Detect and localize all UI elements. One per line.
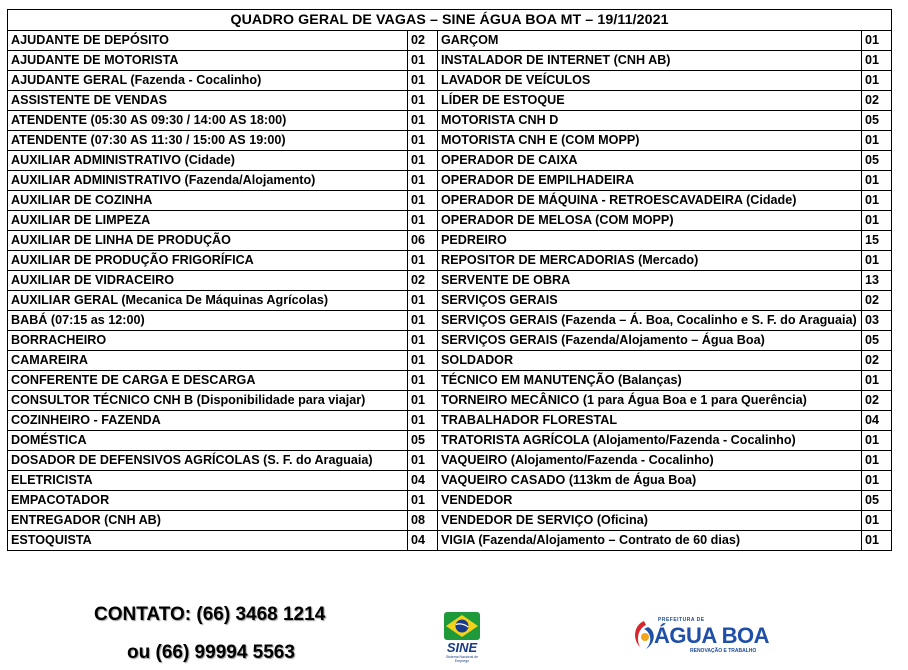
right-job-note: (COM MOPP)	[561, 133, 640, 147]
left-job-cell	[8, 411, 408, 431]
right-job-cell	[438, 331, 862, 351]
left-job-note: (Mecanica De Máquinas Agrícolas)	[121, 293, 329, 307]
right-job-quantity: 01	[862, 471, 892, 491]
right-job-quantity: 13	[862, 271, 892, 291]
table-row	[8, 311, 892, 331]
left-job-title: CONFERENTE DE CARGA E DESCARGA	[11, 373, 256, 387]
right-job-quantity: 05	[862, 111, 892, 131]
left-job-title: BORRACHEIRO	[11, 333, 107, 347]
right-job-title: VENDEDOR DE SERVIÇO	[441, 513, 594, 527]
left-job-quantity: 02	[408, 271, 438, 291]
right-job-title: INSTALADOR DE INTERNET	[441, 53, 611, 67]
left-job-quantity: 01	[408, 171, 438, 191]
right-job-cell	[438, 391, 862, 411]
right-job-quantity: 01	[862, 31, 892, 51]
left-job-cell	[8, 371, 408, 391]
left-job-quantity: 01	[408, 451, 438, 471]
left-job-title: DOMÉSTICA	[11, 433, 87, 447]
right-job-cell	[438, 271, 862, 291]
left-job-quantity: 01	[408, 191, 438, 211]
left-job-title: AUXILIAR ADMINISTRATIVO	[11, 153, 182, 167]
right-job-note: (CNH AB)	[613, 53, 671, 67]
right-job-quantity: 05	[862, 491, 892, 511]
left-job-title: ATENDENTE	[11, 133, 88, 147]
table-row	[8, 391, 892, 411]
right-job-title: TRABALHADOR FLORESTAL	[441, 413, 618, 427]
right-job-cell	[438, 151, 862, 171]
prefeitura-logo	[630, 615, 790, 659]
left-job-quantity: 01	[408, 311, 438, 331]
left-job-cell	[8, 271, 408, 291]
right-job-title: REPOSITOR DE MERCADORIAS	[441, 253, 635, 267]
right-job-title: OPERADOR DE EMPILHADEIRA	[441, 173, 635, 187]
right-job-title: LAVADOR DE VEÍCULOS	[441, 73, 591, 87]
right-job-cell	[438, 471, 862, 491]
left-job-quantity: 04	[408, 471, 438, 491]
right-job-note: (Oficina)	[596, 513, 648, 527]
left-job-note: (Fazenda - Cocalinho)	[130, 73, 262, 87]
left-job-note: (07:30 AS 11:30 / 15:00 AS 19:00)	[90, 133, 286, 147]
left-job-note: (07:15 as 12:00)	[50, 313, 145, 327]
left-job-title: AUXILIAR DE COZINHA	[11, 193, 153, 207]
right-job-title: OPERADOR DE MELOSA	[441, 213, 592, 227]
left-job-title: AUXILIAR DE LIMPEZA	[11, 213, 151, 227]
left-job-cell	[8, 511, 408, 531]
table-row	[8, 131, 892, 151]
right-job-note: (Fazenda – Á. Boa, Cocalinho e S. F. do Araguaia)	[561, 313, 857, 327]
contact-block	[94, 603, 325, 665]
table-row	[8, 71, 892, 91]
right-job-quantity: 02	[862, 351, 892, 371]
right-job-cell	[438, 51, 862, 71]
right-job-quantity: 01	[862, 191, 892, 211]
right-job-title: OPERADOR DE MÁQUINA - RETROESCAVADEIRA	[441, 193, 743, 207]
right-job-cell	[438, 431, 862, 451]
left-job-cell	[8, 471, 408, 491]
right-job-title: VIGIA	[441, 533, 475, 547]
contact-phone-2: ou (66) 99994 5563	[127, 642, 295, 663]
right-job-quantity: 01	[862, 451, 892, 471]
left-job-cell	[8, 231, 408, 251]
left-job-cell	[8, 211, 408, 231]
right-job-cell	[438, 511, 862, 531]
right-job-cell	[438, 491, 862, 511]
left-job-title: COZINHEIRO - FAZENDA	[11, 413, 161, 427]
left-job-note: (S. F. do Araguaia)	[263, 453, 373, 467]
left-job-title: AUXILIAR GERAL	[11, 293, 118, 307]
right-job-quantity: 15	[862, 231, 892, 251]
right-job-cell	[438, 311, 862, 331]
right-job-cell	[438, 251, 862, 271]
vacancy-sheet	[7, 9, 891, 551]
left-job-quantity: 01	[408, 491, 438, 511]
right-job-title: PEDREIRO	[441, 233, 507, 247]
left-job-title: AUXILIAR DE LINHA DE PRODUÇÃO	[11, 233, 231, 247]
left-job-title: AUXILIAR DE PRODUÇÃO FRIGORÍFICA	[11, 253, 254, 267]
right-job-title: OPERADOR DE CAIXA	[441, 153, 578, 167]
table-row	[8, 411, 892, 431]
right-job-cell	[438, 91, 862, 111]
table-row	[8, 471, 892, 491]
sine-wordmark: SINE	[446, 640, 478, 655]
left-job-cell	[8, 191, 408, 211]
left-job-cell	[8, 331, 408, 351]
right-job-quantity: 01	[862, 71, 892, 91]
left-job-quantity: 01	[408, 91, 438, 111]
right-job-title: TRATORISTA AGRÍCOLA	[441, 433, 590, 447]
right-job-note: (Mercado)	[638, 253, 699, 267]
right-job-title: SOLDADOR	[441, 353, 514, 367]
left-job-quantity: 02	[408, 31, 438, 51]
right-job-cell	[438, 291, 862, 311]
left-job-note: (Disponibilidade para viajar)	[196, 393, 366, 407]
left-job-cell	[8, 351, 408, 371]
left-job-note: (Cidade)	[184, 153, 235, 167]
table-row	[8, 291, 892, 311]
left-job-quantity: 01	[408, 131, 438, 151]
right-job-title: VENDEDOR	[441, 493, 513, 507]
left-job-cell	[8, 71, 408, 91]
table-row	[8, 211, 892, 231]
right-job-quantity: 01	[862, 511, 892, 531]
table-row	[8, 511, 892, 531]
right-job-note: (Balanças)	[618, 373, 682, 387]
right-job-quantity: 02	[862, 91, 892, 111]
table-row	[8, 371, 892, 391]
table-row	[8, 171, 892, 191]
left-job-title: ESTOQUISTA	[11, 533, 92, 547]
brazil-flag-icon	[440, 612, 484, 640]
right-job-title: VAQUEIRO	[441, 453, 508, 467]
prefeitura-slogan: RENOVAÇÃO E TRABALHO	[690, 648, 757, 654]
left-job-cell	[8, 251, 408, 271]
left-job-cell	[8, 531, 408, 551]
left-job-quantity: 06	[408, 231, 438, 251]
right-job-title: SERVIÇOS GERAIS	[441, 293, 558, 307]
table-row	[8, 91, 892, 111]
title-row	[8, 10, 892, 31]
right-job-cell	[438, 131, 862, 151]
table-row	[8, 331, 892, 351]
left-job-cell	[8, 111, 408, 131]
left-job-title: ELETRICISTA	[11, 473, 93, 487]
right-job-title: MOTORISTA CNH E	[441, 133, 558, 147]
left-job-quantity: 01	[408, 151, 438, 171]
left-job-cell	[8, 391, 408, 411]
right-job-cell	[438, 451, 862, 471]
left-job-cell	[8, 491, 408, 511]
right-job-title: GARÇOM	[441, 33, 499, 47]
left-job-quantity: 01	[408, 251, 438, 271]
left-job-title: ASSISTENTE DE VENDAS	[11, 93, 168, 107]
left-job-quantity: 01	[408, 111, 438, 131]
left-job-cell	[8, 171, 408, 191]
right-job-quantity: 04	[862, 411, 892, 431]
left-job-quantity: 01	[408, 411, 438, 431]
right-job-quantity: 01	[862, 211, 892, 231]
table-row	[8, 31, 892, 51]
right-job-note: (Fazenda/Alojamento – Contrato de 60 dias)	[478, 533, 741, 547]
left-job-title: DOSADOR DE DEFENSIVOS AGRÍCOLAS	[11, 453, 260, 467]
right-job-cell	[438, 351, 862, 371]
right-job-cell	[438, 111, 862, 131]
right-job-quantity: 01	[862, 251, 892, 271]
left-job-title: CAMAREIRA	[11, 353, 88, 367]
right-job-quantity: 05	[862, 331, 892, 351]
left-job-quantity: 01	[408, 291, 438, 311]
left-job-note: (CNH AB)	[104, 513, 161, 527]
right-job-cell	[438, 31, 862, 51]
left-job-title: AJUDANTE GERAL	[11, 73, 127, 87]
left-job-title: AUXILIAR DE VIDRACEIRO	[11, 273, 175, 287]
right-job-quantity: 01	[862, 371, 892, 391]
table-row	[8, 111, 892, 131]
left-job-cell	[8, 451, 408, 471]
right-job-cell	[438, 171, 862, 191]
right-job-cell	[438, 531, 862, 551]
left-job-title: BABÁ	[11, 313, 48, 327]
right-job-quantity: 01	[862, 531, 892, 551]
right-job-quantity: 01	[862, 171, 892, 191]
vacancy-table	[7, 9, 892, 551]
table-row	[8, 51, 892, 71]
left-job-quantity: 01	[408, 351, 438, 371]
right-job-note: (Cidade)	[746, 193, 797, 207]
right-job-cell	[438, 71, 862, 91]
sine-tagline: Sistema Nacional de Emprego	[445, 655, 479, 663]
prefeitura-label: PREFEITURA DE	[658, 617, 705, 623]
right-job-title: SERVIÇOS GERAIS	[441, 313, 558, 327]
left-job-cell	[8, 51, 408, 71]
right-job-cell	[438, 211, 862, 231]
left-job-quantity: 01	[408, 371, 438, 391]
right-job-title: SERVIÇOS GERAIS	[441, 333, 558, 347]
right-job-note: (113km de Água Boa)	[568, 473, 697, 487]
sine-logo	[440, 612, 484, 663]
left-job-cell	[8, 311, 408, 331]
left-job-quantity: 01	[408, 51, 438, 71]
right-job-quantity: 02	[862, 291, 892, 311]
left-job-quantity: 05	[408, 431, 438, 451]
right-job-note: (COM MOPP)	[595, 213, 674, 227]
right-job-cell	[438, 411, 862, 431]
left-job-note: (Fazenda/Alojamento)	[184, 173, 316, 187]
left-job-cell	[8, 151, 408, 171]
table-row	[8, 491, 892, 511]
left-job-title: EMPACOTADOR	[11, 493, 110, 507]
right-job-quantity: 01	[862, 51, 892, 71]
right-job-quantity: 01	[862, 131, 892, 151]
left-job-cell	[8, 131, 408, 151]
right-job-note: (1 para Água Boa e 1 para Querência)	[582, 393, 807, 407]
right-job-title: TÉCNICO EM MANUTENÇÃO	[441, 373, 615, 387]
table-row	[8, 431, 892, 451]
right-job-title: LÍDER DE ESTOQUE	[441, 93, 565, 107]
left-job-cell	[8, 291, 408, 311]
left-job-quantity: 01	[408, 211, 438, 231]
right-job-title: VAQUEIRO CASADO	[441, 473, 566, 487]
left-job-cell	[8, 91, 408, 111]
left-job-cell	[8, 431, 408, 451]
right-job-title: SERVENTE DE OBRA	[441, 273, 571, 287]
right-job-quantity: 02	[862, 391, 892, 411]
left-job-note: (05:30 AS 09:30 / 14:00 AS 18:00)	[90, 113, 287, 127]
left-job-quantity: 01	[408, 331, 438, 351]
right-job-quantity: 05	[862, 151, 892, 171]
left-job-title: AJUDANTE DE DEPÓSITO	[11, 33, 169, 47]
left-job-title: AUXILIAR ADMINISTRATIVO	[11, 173, 182, 187]
table-row	[8, 531, 892, 551]
left-job-title: ENTREGADOR	[11, 513, 101, 527]
left-job-title: ATENDENTE	[11, 113, 88, 127]
right-job-title: TORNEIRO MECÂNICO	[441, 393, 580, 407]
left-job-cell	[8, 31, 408, 51]
left-job-title: CONSULTOR TÉCNICO CNH B	[11, 393, 194, 407]
right-job-cell	[438, 371, 862, 391]
contact-phone-1: CONTATO: (66) 3468 1214	[94, 604, 326, 625]
right-job-note: (Alojamento/Fazenda - Cocalinho)	[592, 433, 796, 447]
left-job-quantity: 04	[408, 531, 438, 551]
right-job-note: (Fazenda/Alojamento – Água Boa)	[561, 333, 765, 347]
table-title: QUADRO GERAL DE VAGAS – SINE ÁGUA BOA MT – 19/11/2021	[8, 10, 892, 31]
right-job-quantity: 01	[862, 431, 892, 451]
table-row	[8, 271, 892, 291]
prefeitura-name: ÁGUA BOA	[654, 623, 769, 648]
left-job-quantity: 01	[408, 71, 438, 91]
table-row	[8, 151, 892, 171]
table-row	[8, 191, 892, 211]
table-row	[8, 251, 892, 271]
right-job-quantity: 03	[862, 311, 892, 331]
left-job-quantity: 01	[408, 391, 438, 411]
table-row	[8, 231, 892, 251]
right-job-cell	[438, 191, 862, 211]
right-job-cell	[438, 231, 862, 251]
right-job-note: (Alojamento/Fazenda - Cocalinho)	[510, 453, 714, 467]
left-job-quantity: 08	[408, 511, 438, 531]
left-job-title: AJUDANTE DE MOTORISTA	[11, 53, 179, 67]
table-row	[8, 351, 892, 371]
table-row	[8, 451, 892, 471]
right-job-title: MOTORISTA CNH D	[441, 113, 559, 127]
